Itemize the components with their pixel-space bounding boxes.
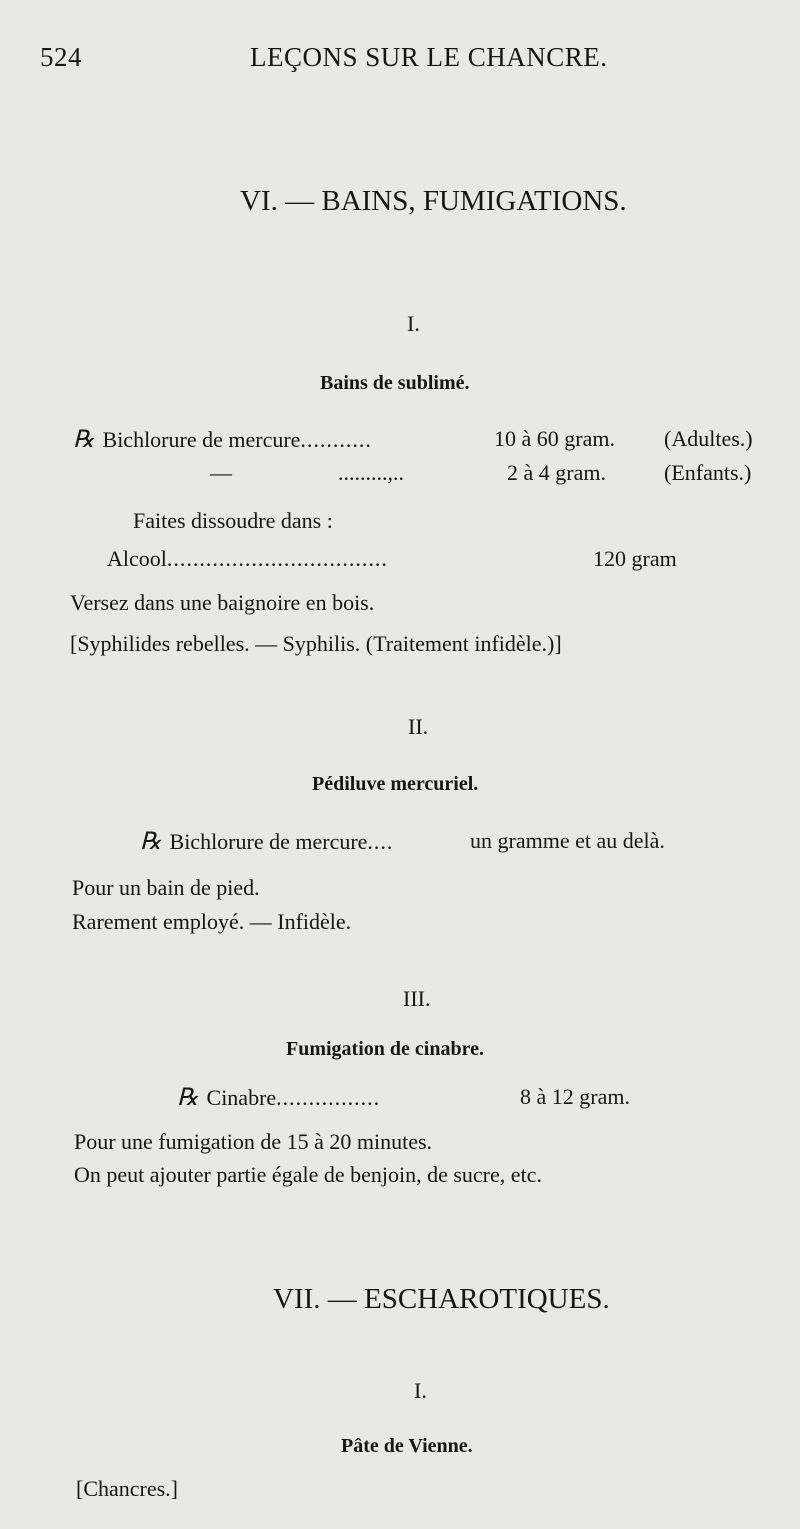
part-subtitle: Fumigation de cinabre. (286, 1038, 484, 1060)
dose: un gramme et au delà. (470, 828, 665, 853)
leader-dots: .........,.. (338, 460, 404, 485)
directions: Versez dans une baignoire en bois. (70, 590, 375, 615)
recipe-symbol-icon: ℞ (73, 427, 95, 453)
note: On peut ajouter partie égale de benjoin, de sucre, etc. (74, 1162, 542, 1187)
dose: 2 à 4 gram. (507, 460, 606, 485)
ingredient: Bichlorure de mercure (169, 829, 368, 854)
part-subtitle: Bains de sublimé. (320, 372, 470, 394)
page-number: 524 (40, 42, 82, 72)
prescription-line (140, 830, 393, 854)
prescription-line (177, 1086, 380, 1110)
leader-dots: ........... (300, 427, 372, 452)
note: Pour un bain de pied. (72, 875, 260, 900)
note: Pour une fumigation de 15 à 20 minutes. (74, 1129, 433, 1154)
part-numeral: III. (403, 986, 431, 1011)
ingredient: Bichlorure de mercure (102, 427, 301, 452)
dose-note: (Adultes.) (664, 426, 753, 451)
leader-dots: .................................. (166, 546, 388, 571)
ingredient: Cinabre (206, 1085, 277, 1110)
note: Rarement employé. — Infidèle. (72, 909, 352, 934)
part-subtitle: Pâte de Vienne. (341, 1435, 473, 1457)
dose: 120 gram (593, 546, 677, 571)
part-subtitle: Pédiluve mercuriel. (312, 773, 479, 795)
leader-dots: ................ (276, 1085, 381, 1110)
dose: 10 à 60 gram. (494, 426, 615, 451)
section-title: VII. — ESCHAROTIQUES. (273, 1283, 610, 1315)
ditto-dash: — (210, 460, 232, 485)
leader-dots: .... (367, 829, 394, 854)
ingredient: Alcool (107, 546, 167, 571)
indication: [Chancres.] (76, 1476, 179, 1501)
instruction: Faites dissoudre dans : (133, 508, 333, 533)
dose-note: (Enfants.) (664, 460, 752, 485)
indication: [Syphilides rebelles. — Syphilis. (Traitement infidèle.)] (70, 631, 562, 656)
part-numeral: I. (414, 1378, 427, 1403)
recipe-symbol-icon: ℞ (177, 1085, 199, 1111)
part-numeral: II. (408, 714, 429, 739)
section-title: VI. — BAINS, FUMIGATIONS. (240, 185, 627, 217)
part-numeral: I. (407, 311, 420, 336)
dose: 8 à 12 gram. (520, 1084, 630, 1109)
prescription-line (107, 548, 388, 570)
running-title: LEÇONS SUR LE CHANCRE. (250, 42, 608, 72)
recipe-symbol-icon: ℞ (140, 829, 162, 855)
prescription-line (73, 428, 372, 452)
